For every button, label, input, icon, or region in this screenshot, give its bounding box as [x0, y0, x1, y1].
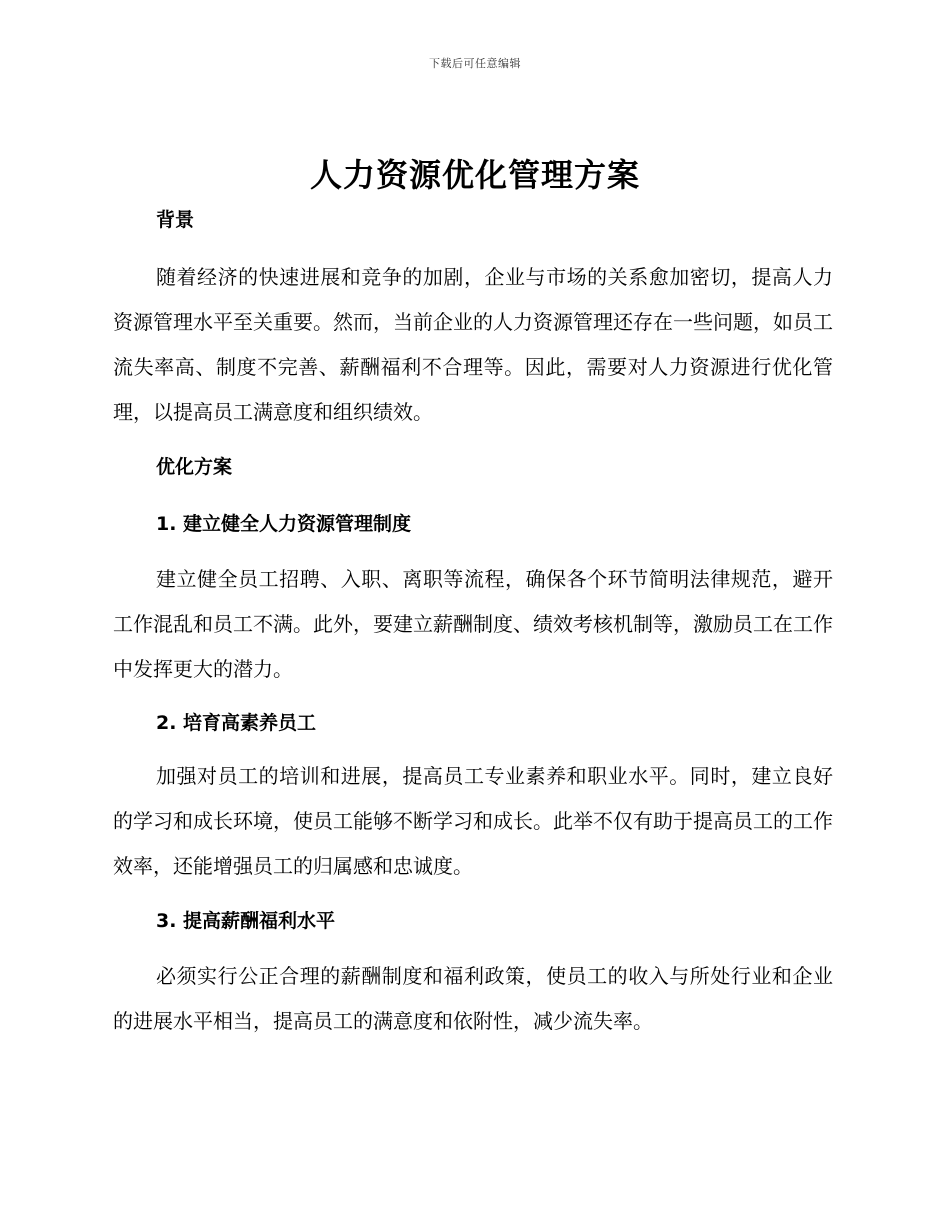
- section-heading-background: 背景: [156, 209, 195, 231]
- plan-item-heading-2: 2. 培育高素养员工: [156, 712, 317, 734]
- plan-item-heading-1: 1. 建立健全人力资源管理制度: [156, 513, 412, 535]
- plan-item-paragraph-2: 加强对员工的培训和进展，提高员工专业素养和职业水平。同时，建立良好的学习和成长环境，使员工能够不断学习和成长。此举不仅有助于提高员工的工作效率，还能增强员工的归属感和忠诚度。: [113, 764, 833, 878]
- plan-item-paragraph-1: 建立健全员工招聘、入职、离职等流程，确保各个环节简明法律规范，避开工作混乱和员工不满。此外，要建立薪酬制度、绩效考核机制等，激励员工在工作中发挥更大的潜力。: [113, 567, 833, 681]
- section-heading-plan: 优化方案: [156, 456, 233, 478]
- background-paragraph: 随着经济的快速进展和竞争的加剧，企业与市场的关系愈加密切，提高人力资源管理水平至关重要。然而，当前企业的人力资源管理还存在一些问题，如员工流失率高、制度不完善、薪酬福利不合理等。因此，需要对人力资源进行优化管理，以提高员工满意度和组织绩效。: [113, 265, 833, 424]
- document-title: 人力资源优化管理方案: [309, 156, 640, 194]
- plan-item-heading-3: 3. 提高薪酬福利水平: [156, 910, 336, 932]
- document-body: [113, 205, 833, 1044]
- page-header-note: 下载后可任意编辑: [429, 57, 521, 70]
- plan-item-paragraph-3: 必须实行公正合理的薪酬制度和福利政策，使员工的收入与所处行业和企业的进展水平相当，提高员工的满意度和依附性，减少流失率。: [113, 964, 833, 1033]
